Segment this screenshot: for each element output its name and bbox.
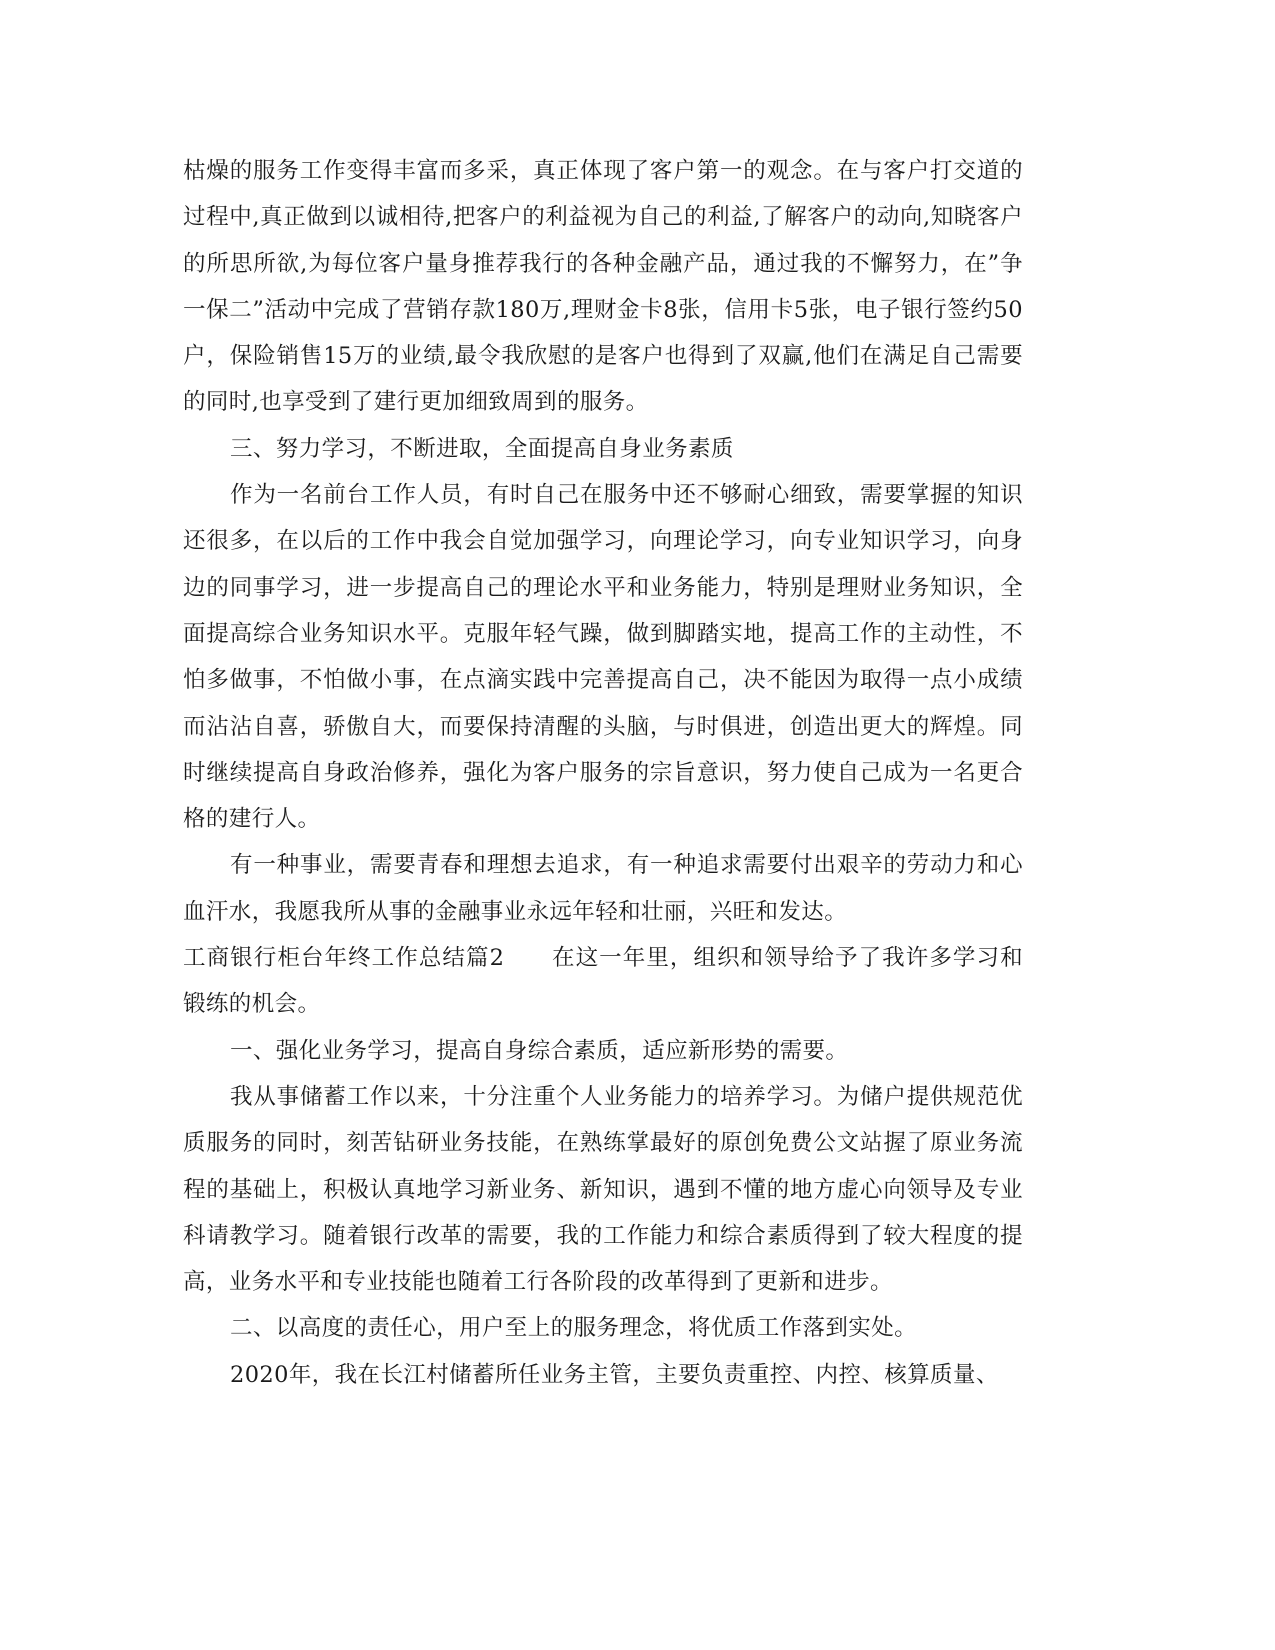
document-page	[183, 148, 1023, 1398]
paragraph-2020: 2020年，我在长江村储蓄所任业务主管，主要负责重控、内控、核算质量、	[230, 1361, 999, 1388]
article-2-opening: 在这一年里，组织和领导给予了我许多学习和锻练的机会。	[183, 945, 1023, 1018]
article-2-title: 工商银行柜台年终工作总结篇2	[183, 945, 505, 972]
section-heading-2: 二、以高度的责任心，用户至上的服务理念，将优质工作落到实处。	[230, 1315, 918, 1342]
article-2-intro	[183, 935, 1023, 1028]
paragraph-study: 作为一名前台工作人员，有时自己在服务中还不够耐心细致，需要掌握的知识还很多，在以后的工作中我会自觉加强学习，向理论学习，向专业知识学习，向身边的同事学习，进一步提高自己的理论水平和业务能力，特别是理财业务知识，全面提高综合业务知识水平。克服年轻气躁，做到脚踏实地，提高工作的主动性，不怕多做事，不怕做小事，在点滴实践中完善提高自己，决不能因为取得一点小成绩而沾沾自喜，骄傲自大，而要保持清醒的头脑，与时俱进，创造出更大的辉煌。同时继续提高自身政治修养，强化为客户服务的宗旨意识，努力使自己成为一名更合格的建行人。	[183, 482, 1023, 833]
paragraph-career: 有一种事业，需要青春和理想去追求，有一种追求需要付出艰辛的劳动力和心血汗水，我愿我所从事的金融事业永远年轻和壮丽，兴旺和发达。	[183, 852, 1023, 925]
section-heading-1: 一、强化业务学习，提高自身综合素质，适应新形势的需要。	[230, 1037, 849, 1064]
paragraph-business-study: 我从事储蓄工作以来，十分注重个人业务能力的培养学习。为储户提供规范优质服务的同时，刻苦钻研业务技能，在熟练掌最好的原创免费公文站握了原业务流程的基础上，积极认真地学习新业务、新知识，遇到不懂的地方虚心向领导及专业科请教学习。随着银行改革的需要，我的工作能力和综合素质得到了较大程度的提高，业务水平和专业技能也随着工行各阶段的改革得到了更新和进步。	[183, 1083, 1023, 1296]
section-heading-3: 三、努力学习，不断进取，全面提高自身业务素质	[230, 435, 734, 462]
paragraph-customer-service: 枯燥的服务工作变得丰富而多采，真正体现了客户第一的观念。在与客户打交道的过程中,真正做到以诚相待,把客户的利益视为自己的利益,了解客户的动向,知晓客户的所思所欲,为每位客户量身推荐我行的各种金融产品，通过我的不懈努力，在”争一保二”活动中完成了营销存款180万,理财金卡8张，信用卡5张，电子银行签约50户，保险销售15万的业绩,最令我欣慰的是客户也得到了双赢,他们在满足自己需要的同时,也享受到了建行更加细致周到的服务。	[183, 158, 1023, 416]
